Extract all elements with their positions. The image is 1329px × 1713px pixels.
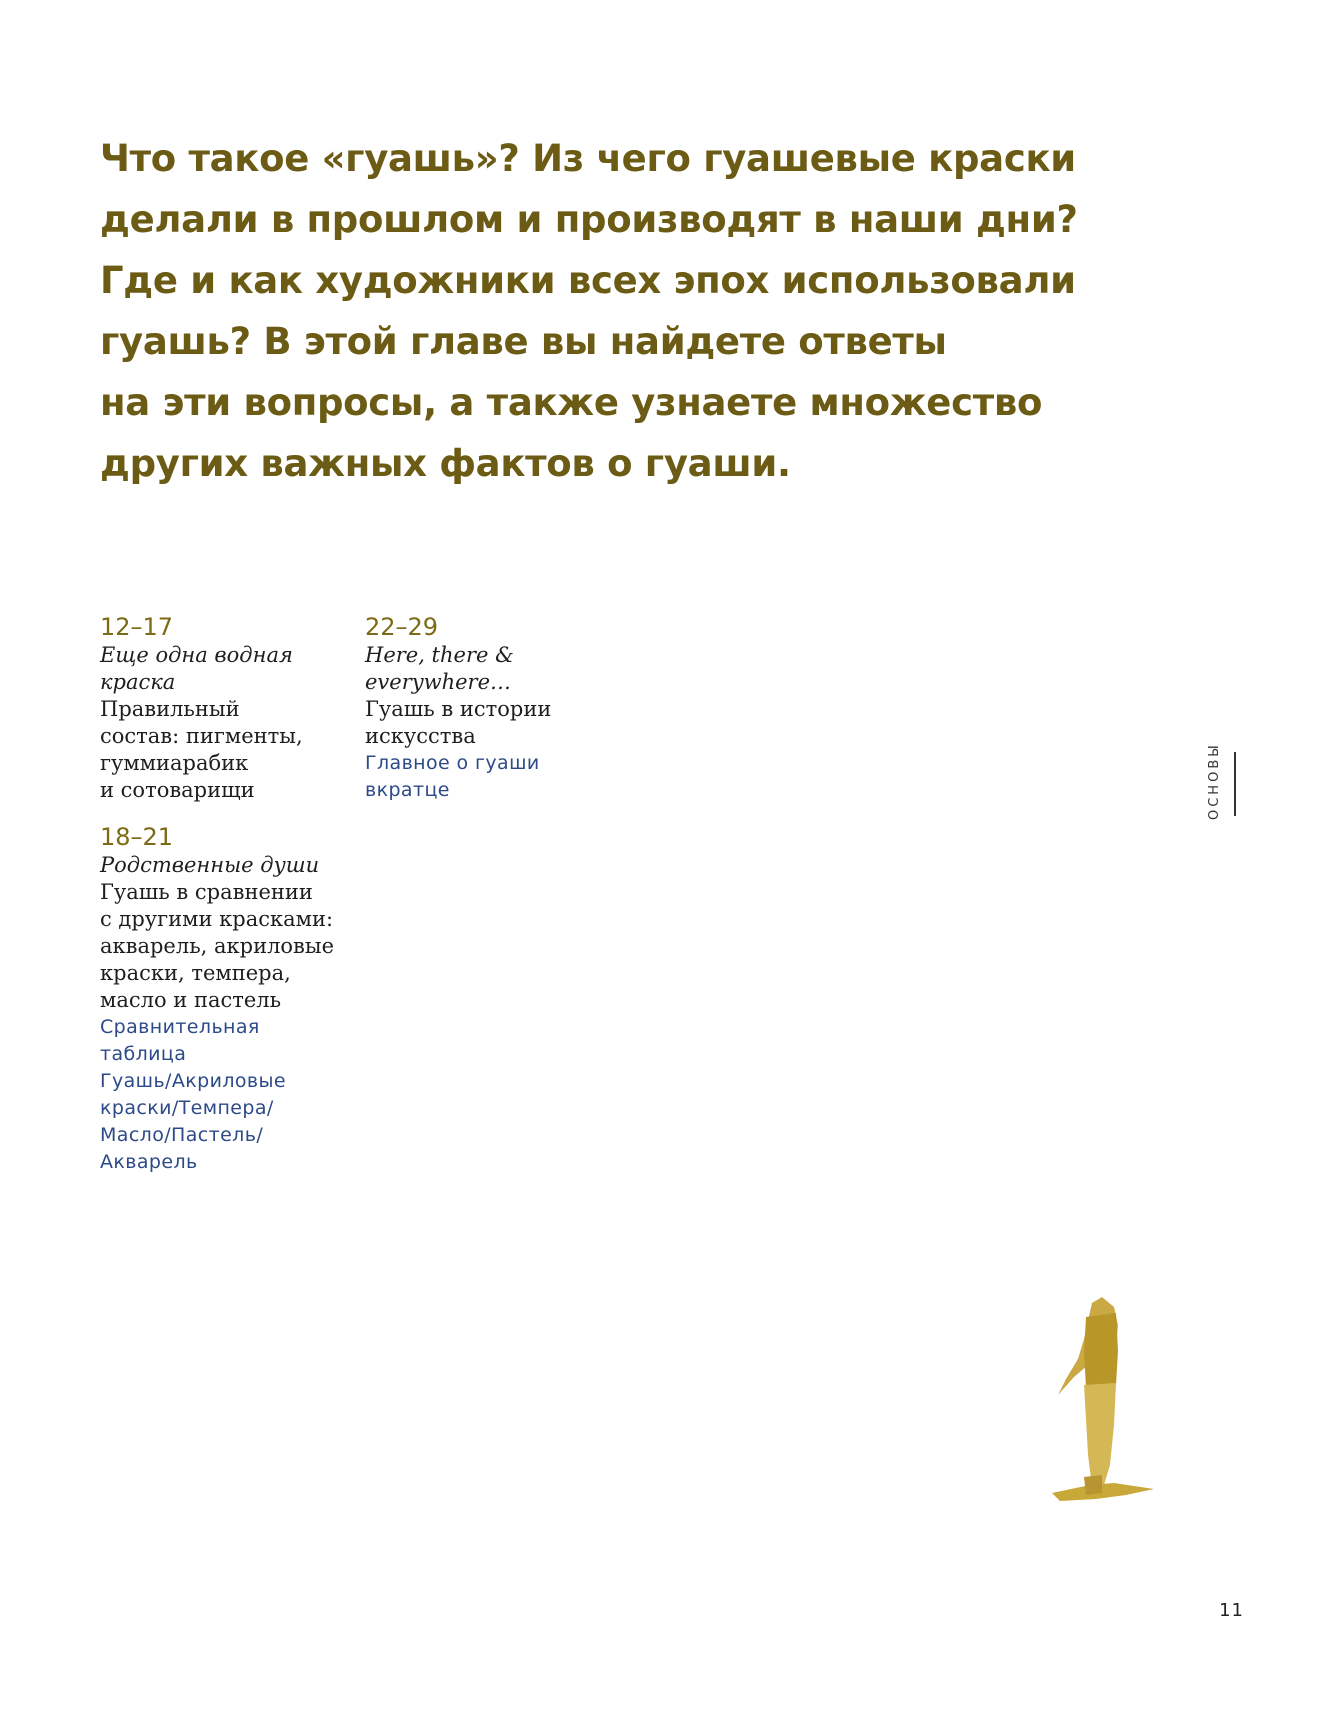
side-tab-label: ОСНОВЫ: [1207, 742, 1222, 820]
toc-desc-line: искусства: [365, 724, 476, 748]
toc-description: [100, 879, 360, 1014]
toc-note: [100, 1014, 360, 1176]
toc-pages: 22–29: [365, 613, 439, 641]
toc-note-line: Главное о гуаши: [365, 752, 540, 774]
toc-desc-line: с другими красками:: [100, 907, 334, 931]
toc-title-line: Родственные души: [100, 853, 320, 877]
intro-line: на эти вопросы, а также узнаете множество: [100, 381, 1043, 424]
toc-note-line: Гуашь/Акриловые: [100, 1070, 286, 1092]
toc-column-1: [100, 612, 360, 1194]
chapter-intro: [100, 128, 1078, 494]
toc-title: [365, 642, 625, 696]
toc-title-line: everywhere…: [365, 670, 512, 694]
toc-desc-line: краски, темпера,: [100, 961, 291, 985]
toc-description: [365, 696, 625, 750]
toc-desc-line: Правильный: [100, 697, 240, 721]
toc-title-line: Еще одна водная: [100, 643, 293, 667]
toc-title: [100, 642, 360, 696]
toc-desc-line: гуммиарабик: [100, 751, 249, 775]
toc-desc-line: и сотоварищи: [100, 778, 255, 802]
toc-note-line: вкратце: [365, 779, 450, 801]
toc-pages: 12–17: [100, 613, 174, 641]
intro-line: Что такое «гуашь»? Из чего гуашевые краски: [100, 137, 1076, 180]
toc-desc-line: акварель, акриловые: [100, 934, 335, 958]
intro-line: Где и как художники всех эпох использовали: [100, 259, 1076, 302]
toc-note-line: Акварель: [100, 1151, 198, 1173]
page-number: 11: [1219, 1600, 1244, 1621]
toc-desc-line: состав: пигменты,: [100, 724, 303, 748]
toc-note-line: краски/Темпера/: [100, 1097, 274, 1119]
toc-entry[interactable]: [100, 612, 360, 804]
intro-line: гуашь? В этой главе вы найдете ответы: [100, 320, 947, 363]
toc-note: [365, 750, 625, 804]
toc-title-line: краска: [100, 670, 176, 694]
toc-pages: 18–21: [100, 823, 174, 851]
side-tab-rule: [1234, 752, 1236, 816]
toc-note-line: Сравнительная: [100, 1016, 260, 1038]
section-side-tab: [1200, 742, 1244, 822]
chapter-numeral-one-icon: [1030, 1295, 1170, 1515]
intro-line: делали в прошлом и производят в наши дни?: [100, 198, 1078, 241]
toc-desc-line: Гуашь в сравнении: [100, 880, 313, 904]
toc-title-line: Here, there &: [365, 643, 514, 667]
toc-note-line: таблица: [100, 1043, 187, 1065]
toc-column-2: [365, 612, 625, 822]
toc-desc-line: Гуашь в истории: [365, 697, 552, 721]
toc-entry[interactable]: [100, 822, 360, 1176]
toc-note-line: Масло/Пастель/: [100, 1124, 264, 1146]
toc-title: [100, 852, 360, 879]
toc-desc-line: масло и пастель: [100, 988, 282, 1012]
toc-description: [100, 696, 360, 804]
toc-entry[interactable]: [365, 612, 625, 804]
intro-line: других важных фактов о гуаши.: [100, 442, 791, 485]
